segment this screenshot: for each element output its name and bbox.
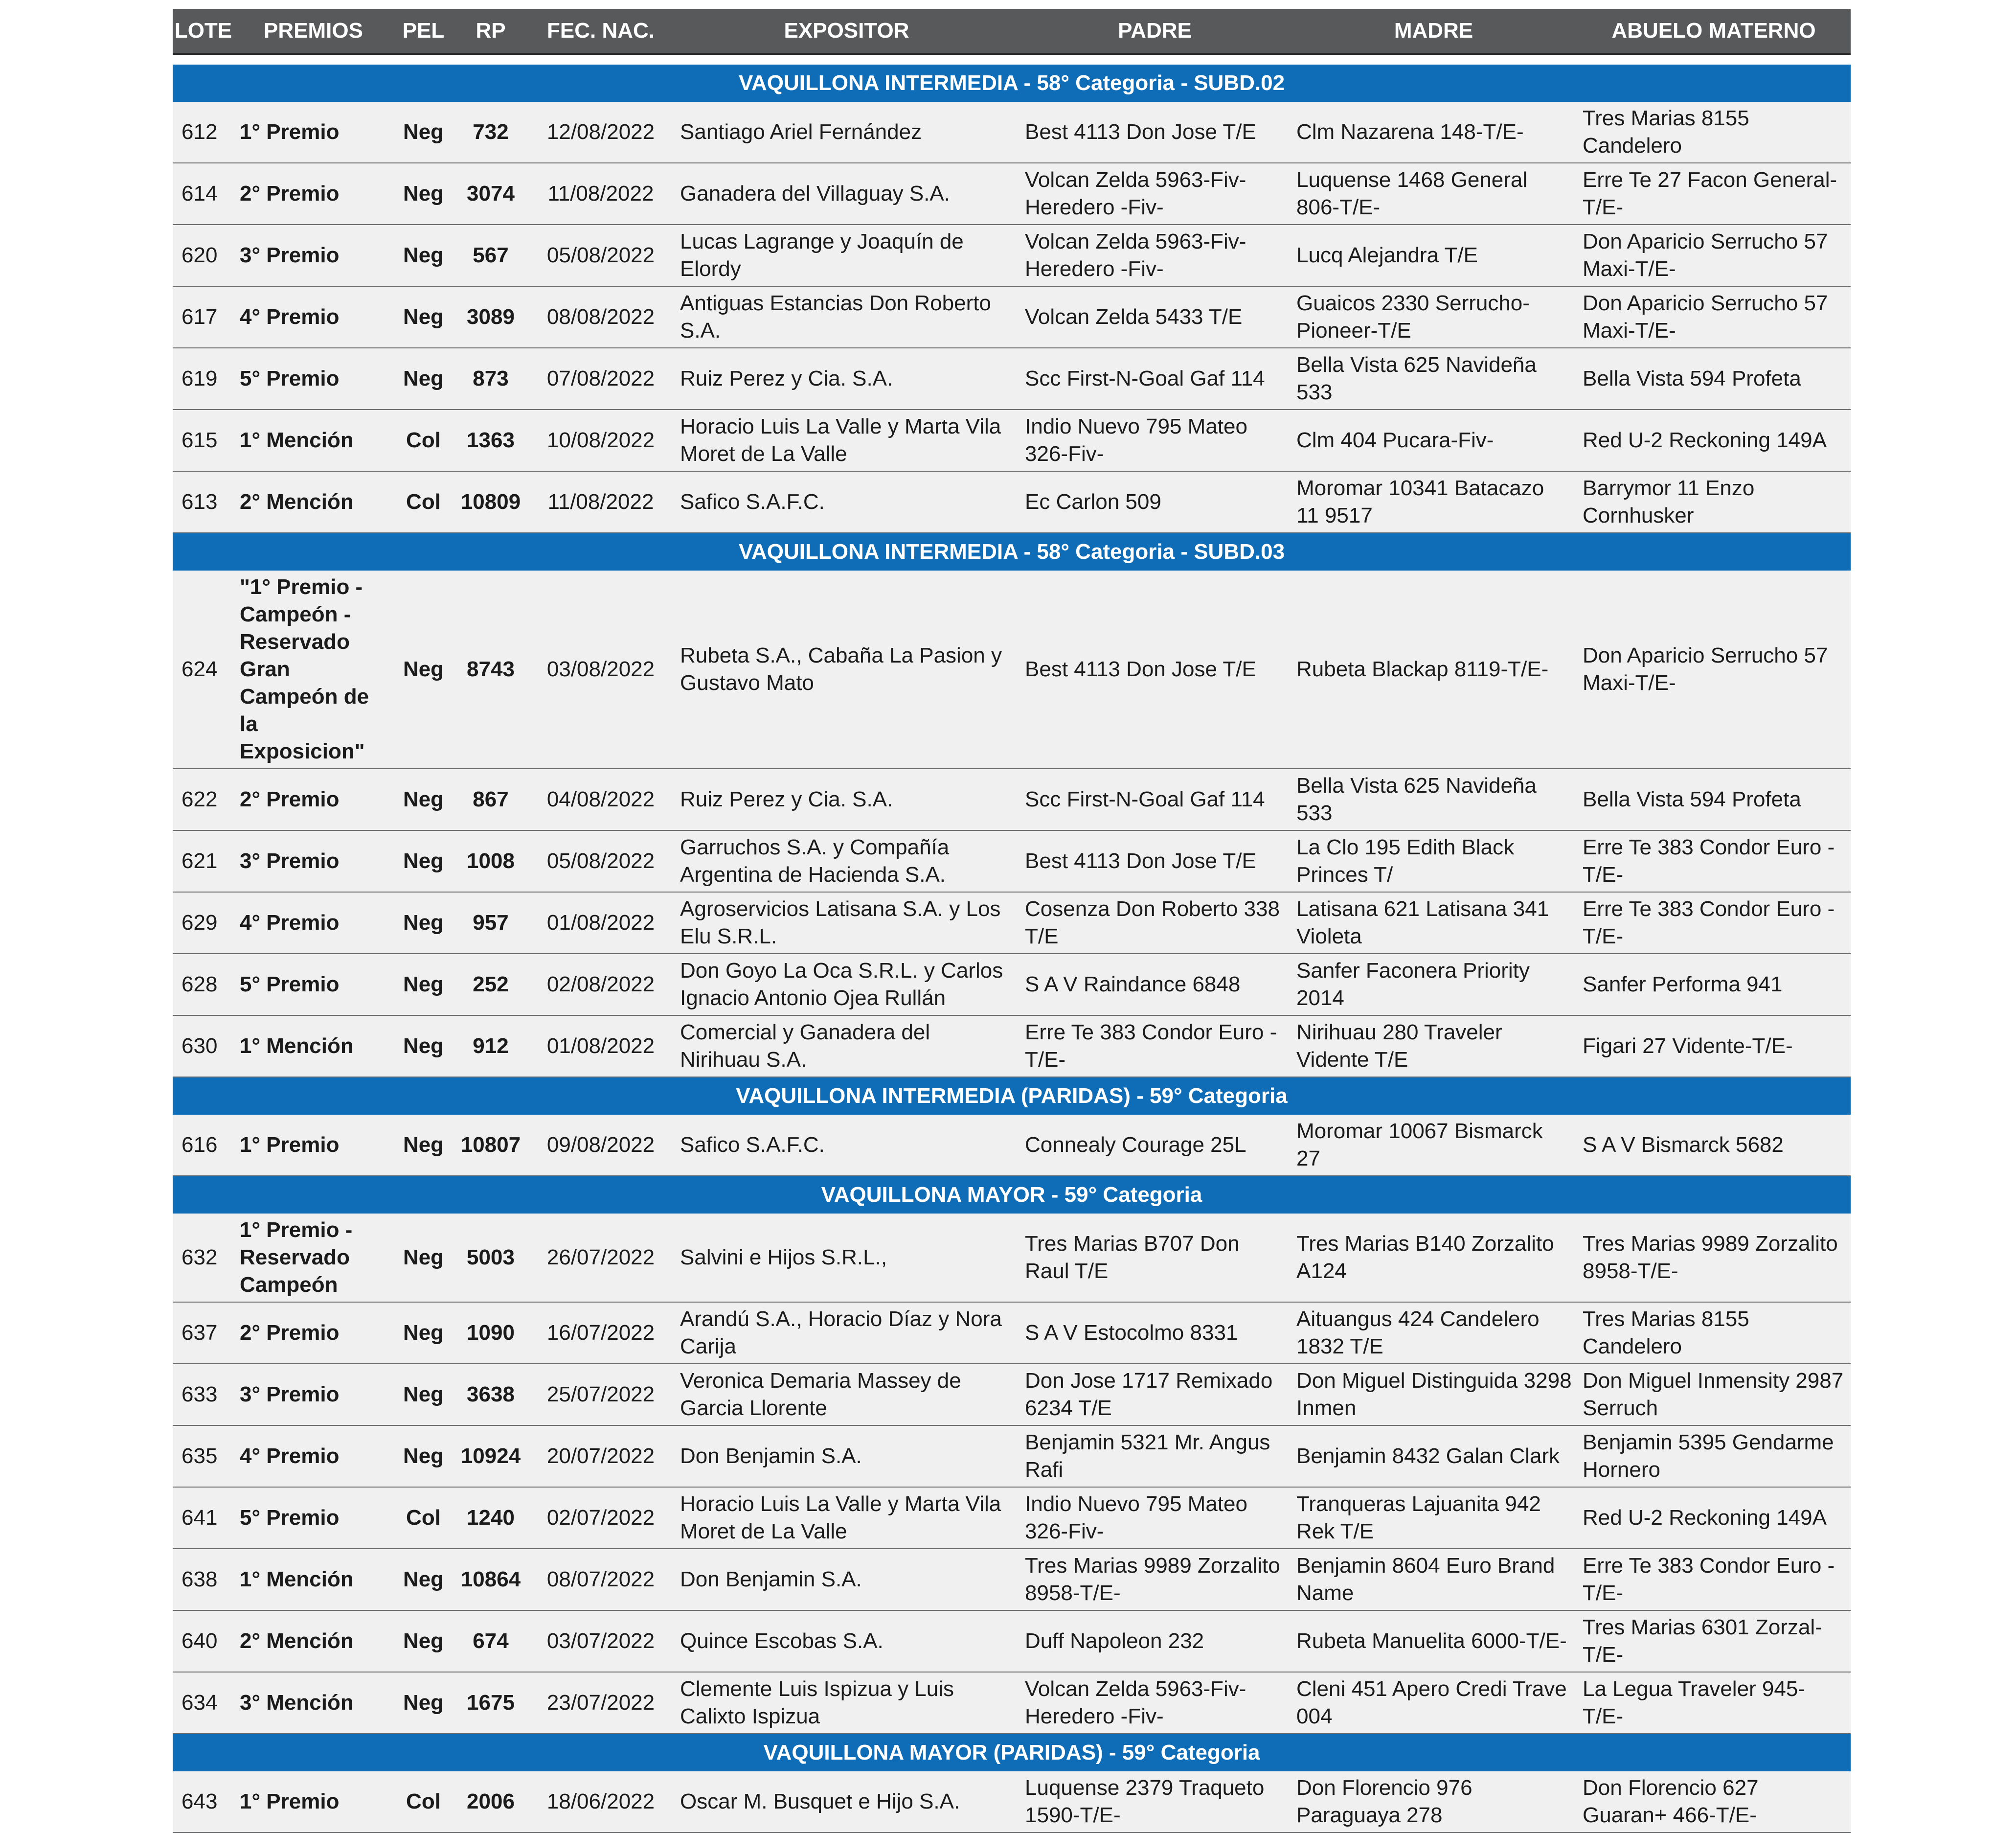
table-row <box>173 892 1851 954</box>
rp-cell: 10807 <box>454 1115 527 1176</box>
lote-cell: 640 <box>173 1610 234 1672</box>
fec-nac-cell: 11/08/2022 <box>527 471 674 533</box>
table-row <box>173 571 1851 769</box>
rp-cell: 10864 <box>454 1549 527 1610</box>
abuelo-materno-cell: Erre Te 383 Condor Euro -T/E- <box>1577 830 1851 892</box>
fec-nac-cell: 03/08/2022 <box>527 571 674 769</box>
premio-cell: 4° Premio <box>234 1425 393 1487</box>
abuelo-materno-cell: Erre Te 383 Condor Euro -T/E- <box>1577 892 1851 954</box>
fec-nac-cell: 20/07/2022 <box>527 1425 674 1487</box>
expositor-cell: Don Goyo La Oca S.R.L. y Carlos Ignacio Antonio Ojea Rullán <box>674 954 1019 1015</box>
lote-cell: 637 <box>173 1302 234 1364</box>
lote-cell: 619 <box>173 348 234 410</box>
fec-nac-cell: 08/08/2022 <box>527 286 674 348</box>
padre-cell: Indio Nuevo 795 Mateo 326-Fiv- <box>1019 1487 1291 1549</box>
expositor-cell: Veronica Demaria Massey de Garcia Llorente <box>674 1364 1019 1425</box>
madre-cell: Sanfer Faconera Priority 2014 <box>1291 954 1577 1015</box>
table-row <box>173 1425 1851 1487</box>
pel-cell: Neg <box>393 1302 454 1364</box>
table-body <box>173 54 1851 1833</box>
premio-cell: 5° Premio <box>234 954 393 1015</box>
pel-cell: Col <box>393 410 454 471</box>
madre-cell: Moromar 10341 Batacazo 11 9517 <box>1291 471 1577 533</box>
abuelo-materno-cell: Red U-2 Reckoning 149A <box>1577 410 1851 471</box>
rp-cell: 912 <box>454 1015 527 1077</box>
rp-cell: 3089 <box>454 286 527 348</box>
padre-cell: Volcan Zelda 5433 T/E <box>1019 286 1291 348</box>
expositor-cell: Garruchos S.A. y Compañía Argentina de Hacienda S.A. <box>674 830 1019 892</box>
madre-cell: Aituangus 424 Candelero 1832 T/E <box>1291 1302 1577 1364</box>
section-header-row <box>173 533 1851 571</box>
pel-cell: Neg <box>393 571 454 769</box>
lote-cell: 638 <box>173 1549 234 1610</box>
section-header-row <box>173 1734 1851 1771</box>
header-abuelo-materno: ABUELO MATERNO <box>1577 9 1851 54</box>
section-title: VAQUILLONA INTERMEDIA - 58° Categoria - SUBD.03 <box>173 533 1851 571</box>
fec-nac-cell: 01/08/2022 <box>527 1015 674 1077</box>
premio-cell: 1° Premio <box>234 1115 393 1176</box>
table-row <box>173 1015 1851 1077</box>
section-header-row <box>173 1077 1851 1115</box>
padre-cell: Ec Carlon 509 <box>1019 471 1291 533</box>
premio-cell: 2° Mención <box>234 1610 393 1672</box>
expositor-cell: Comercial y Ganadera del Nirihuau S.A. <box>674 1015 1019 1077</box>
pel-cell: Neg <box>393 163 454 225</box>
madre-cell: Lucq Alejandra T/E <box>1291 225 1577 286</box>
padre-cell: Volcan Zelda 5963-Fiv-Heredero -Fiv- <box>1019 1672 1291 1734</box>
padre-cell: Volcan Zelda 5963-Fiv-Heredero -Fiv- <box>1019 163 1291 225</box>
expositor-cell: Arandú S.A., Horacio Díaz y Nora Carija <box>674 1302 1019 1364</box>
rp-cell: 8743 <box>454 571 527 769</box>
expositor-cell: Ruiz Perez y Cia. S.A. <box>674 769 1019 830</box>
section-title: VAQUILLONA INTERMEDIA (PARIDAS) - 59° Categoria <box>173 1077 1851 1115</box>
abuelo-materno-cell: Don Aparicio Serrucho 57 Maxi-T/E- <box>1577 225 1851 286</box>
table-row <box>173 1364 1851 1425</box>
premio-cell: 1° Mención <box>234 1549 393 1610</box>
header-expositor: EXPOSITOR <box>674 9 1019 54</box>
fec-nac-cell: 11/08/2022 <box>527 163 674 225</box>
rp-cell: 957 <box>454 892 527 954</box>
section-header-row <box>173 1176 1851 1214</box>
pel-cell: Neg <box>393 954 454 1015</box>
expositor-cell: Clemente Luis Ispizua y Luis Calixto Ispizua <box>674 1672 1019 1734</box>
fec-nac-cell: 12/08/2022 <box>527 102 674 163</box>
rp-cell: 873 <box>454 348 527 410</box>
padre-cell: Scc First-N-Goal Gaf 114 <box>1019 348 1291 410</box>
rp-cell: 252 <box>454 954 527 1015</box>
table-row <box>173 286 1851 348</box>
rp-cell: 567 <box>454 225 527 286</box>
table-row <box>173 1487 1851 1549</box>
premio-cell: 1° Premio - Reservado Campeón <box>234 1214 393 1302</box>
fec-nac-cell: 03/07/2022 <box>527 1610 674 1672</box>
premio-cell: 5° Premio <box>234 348 393 410</box>
madre-cell: Clm 404 Pucara-Fiv- <box>1291 410 1577 471</box>
padre-cell: Tres Marias 9989 Zorzalito 8958-T/E- <box>1019 1549 1291 1610</box>
premio-cell: 3° Premio <box>234 830 393 892</box>
table-row <box>173 410 1851 471</box>
table-row <box>173 769 1851 830</box>
padre-cell: Cosenza Don Roberto 338 T/E <box>1019 892 1291 954</box>
pel-cell: Neg <box>393 1610 454 1672</box>
lote-cell: 629 <box>173 892 234 954</box>
padre-cell: Indio Nuevo 795 Mateo 326-Fiv- <box>1019 410 1291 471</box>
madre-cell: Tranqueras Lajuanita 942 Rek T/E <box>1291 1487 1577 1549</box>
premio-cell: 4° Premio <box>234 892 393 954</box>
premio-cell: 5° Premio <box>234 1487 393 1549</box>
rp-cell: 2006 <box>454 1771 527 1833</box>
abuelo-materno-cell: Tres Marias 8155 Candelero <box>1577 102 1851 163</box>
madre-cell: Bella Vista 625 Navideña 533 <box>1291 348 1577 410</box>
pel-cell: Neg <box>393 102 454 163</box>
madre-cell: Nirihuau 280 Traveler Vidente T/E <box>1291 1015 1577 1077</box>
lote-cell: 612 <box>173 102 234 163</box>
rp-cell: 10809 <box>454 471 527 533</box>
padre-cell: S A V Raindance 6848 <box>1019 954 1291 1015</box>
abuelo-materno-cell: Figari 27 Vidente-T/E- <box>1577 1015 1851 1077</box>
pel-cell: Neg <box>393 769 454 830</box>
table-header <box>173 9 1851 54</box>
fec-nac-cell: 05/08/2022 <box>527 225 674 286</box>
premio-cell: 2° Premio <box>234 769 393 830</box>
expositor-cell: Safico S.A.F.C. <box>674 1115 1019 1176</box>
pel-cell: Neg <box>393 348 454 410</box>
pel-cell: Col <box>393 1487 454 1549</box>
premio-cell: 3° Premio <box>234 1364 393 1425</box>
premio-cell: 1° Mención <box>234 410 393 471</box>
fec-nac-cell: 07/08/2022 <box>527 348 674 410</box>
table-row <box>173 1610 1851 1672</box>
padre-cell: Best 4113 Don Jose T/E <box>1019 830 1291 892</box>
abuelo-materno-cell: Don Miguel Inmensity 2987 Serruch <box>1577 1364 1851 1425</box>
rp-cell: 1363 <box>454 410 527 471</box>
padre-cell: Don Jose 1717 Remixado 6234 T/E <box>1019 1364 1291 1425</box>
madre-cell: Rubeta Blackap 8119-T/E- <box>1291 571 1577 769</box>
expositor-cell: Safico S.A.F.C. <box>674 471 1019 533</box>
fec-nac-cell: 08/07/2022 <box>527 1549 674 1610</box>
madre-cell: Bella Vista 625 Navideña 533 <box>1291 769 1577 830</box>
table-row <box>173 348 1851 410</box>
expositor-cell: Quince Escobas S.A. <box>674 1610 1019 1672</box>
lote-cell: 634 <box>173 1672 234 1734</box>
header-premios: PREMIOS <box>234 9 393 54</box>
madre-cell: Moromar 10067 Bismarck 27 <box>1291 1115 1577 1176</box>
abuelo-materno-cell: Red U-2 Reckoning 149A <box>1577 1487 1851 1549</box>
madre-cell: Latisana 621 Latisana 341 Violeta <box>1291 892 1577 954</box>
pel-cell: Neg <box>393 830 454 892</box>
rp-cell: 867 <box>454 769 527 830</box>
expositor-cell: Horacio Luis La Valle y Marta Vila Moret de La Valle <box>674 410 1019 471</box>
section-title: VAQUILLONA MAYOR (PARIDAS) - 59° Categoria <box>173 1734 1851 1771</box>
premio-cell: 1° Premio <box>234 102 393 163</box>
premio-cell: 2° Premio <box>234 163 393 225</box>
lote-cell: 622 <box>173 769 234 830</box>
madre-cell: La Clo 195 Edith Black Princes T/ <box>1291 830 1577 892</box>
rp-cell: 732 <box>454 102 527 163</box>
madre-cell: Cleni 451 Apero Credi Trave 004 <box>1291 1672 1577 1734</box>
premio-cell: 1° Mención <box>234 1015 393 1077</box>
rp-cell: 3074 <box>454 163 527 225</box>
padre-cell: Erre Te 383 Condor Euro -T/E- <box>1019 1015 1291 1077</box>
madre-cell: Luquense 1468 General 806-T/E- <box>1291 163 1577 225</box>
section-spacer <box>173 54 1851 65</box>
abuelo-materno-cell: Don Aparicio Serrucho 57 Maxi-T/E- <box>1577 286 1851 348</box>
madre-cell: Benjamin 8432 Galan Clark <box>1291 1425 1577 1487</box>
abuelo-materno-cell: S A V Bismarck 5682 <box>1577 1115 1851 1176</box>
abuelo-materno-cell: Erre Te 27 Facon General-T/E- <box>1577 163 1851 225</box>
madre-cell: Benjamin 8604 Euro Brand Name <box>1291 1549 1577 1610</box>
table-row <box>173 471 1851 533</box>
header-madre: MADRE <box>1291 9 1577 54</box>
premio-cell: 4° Premio <box>234 286 393 348</box>
premio-cell: 3° Premio <box>234 225 393 286</box>
pel-cell: Neg <box>393 225 454 286</box>
expositor-cell: Ganadera del Villaguay S.A. <box>674 163 1019 225</box>
premio-cell: 2° Premio <box>234 1302 393 1364</box>
rp-cell: 1008 <box>454 830 527 892</box>
premio-cell: "1° Premio - Campeón - Reservado Gran Campeón de la Exposicion" <box>234 571 393 769</box>
abuelo-materno-cell: Erre Te 383 Condor Euro -T/E- <box>1577 1549 1851 1610</box>
pel-cell: Neg <box>393 286 454 348</box>
results-sheet <box>173 9 1851 1833</box>
table-row <box>173 1771 1851 1833</box>
abuelo-materno-cell: Tres Marias 6301 Zorzal-T/E- <box>1577 1610 1851 1672</box>
madre-cell: Don Florencio 976 Paraguaya 278 <box>1291 1771 1577 1833</box>
pel-cell: Neg <box>393 892 454 954</box>
fec-nac-cell: 05/08/2022 <box>527 830 674 892</box>
spacer-cell <box>173 54 1851 65</box>
rp-cell: 10924 <box>454 1425 527 1487</box>
pel-cell: Neg <box>393 1364 454 1425</box>
lote-cell: 620 <box>173 225 234 286</box>
table-row <box>173 1115 1851 1176</box>
abuelo-materno-cell: Don Florencio 627 Guaran+ 466-T/E- <box>1577 1771 1851 1833</box>
lote-cell: 617 <box>173 286 234 348</box>
rp-cell: 3638 <box>454 1364 527 1425</box>
padre-cell: S A V Estocolmo 8331 <box>1019 1302 1291 1364</box>
abuelo-materno-cell: Bella Vista 594 Profeta <box>1577 769 1851 830</box>
table-row <box>173 102 1851 163</box>
section-header-row <box>173 65 1851 102</box>
section-title: VAQUILLONA INTERMEDIA - 58° Categoria - SUBD.02 <box>173 65 1851 102</box>
pel-cell: Neg <box>393 1115 454 1176</box>
lote-cell: 641 <box>173 1487 234 1549</box>
fec-nac-cell: 09/08/2022 <box>527 1115 674 1176</box>
madre-cell: Don Miguel Distinguida 3298 Inmen <box>1291 1364 1577 1425</box>
fec-nac-cell: 18/06/2022 <box>527 1771 674 1833</box>
table-row <box>173 1302 1851 1364</box>
abuelo-materno-cell: Don Aparicio Serrucho 57 Maxi-T/E- <box>1577 571 1851 769</box>
expositor-cell: Antiguas Estancias Don Roberto S.A. <box>674 286 1019 348</box>
pel-cell: Neg <box>393 1549 454 1610</box>
lote-cell: 630 <box>173 1015 234 1077</box>
table-row <box>173 1549 1851 1610</box>
pel-cell: Neg <box>393 1425 454 1487</box>
rp-cell: 1240 <box>454 1487 527 1549</box>
lote-cell: 613 <box>173 471 234 533</box>
pel-cell: Col <box>393 1771 454 1833</box>
table-row <box>173 225 1851 286</box>
rp-cell: 674 <box>454 1610 527 1672</box>
expositor-cell: Ruiz Perez y Cia. S.A. <box>674 348 1019 410</box>
expositor-cell: Agroservicios Latisana S.A. y Los Elu S.R.L. <box>674 892 1019 954</box>
fec-nac-cell: 01/08/2022 <box>527 892 674 954</box>
lote-cell: 635 <box>173 1425 234 1487</box>
expositor-cell: Don Benjamin S.A. <box>674 1425 1019 1487</box>
madre-cell: Guaicos 2330 Serrucho-Pioneer-T/E <box>1291 286 1577 348</box>
padre-cell: Tres Marias B707 Don Raul T/E <box>1019 1214 1291 1302</box>
madre-cell: Rubeta Manuelita 6000-T/E- <box>1291 1610 1577 1672</box>
fec-nac-cell: 23/07/2022 <box>527 1672 674 1734</box>
pel-cell: Col <box>393 471 454 533</box>
rp-cell: 1675 <box>454 1672 527 1734</box>
lote-cell: 616 <box>173 1115 234 1176</box>
abuelo-materno-cell: Tres Marias 9989 Zorzalito 8958-T/E- <box>1577 1214 1851 1302</box>
fec-nac-cell: 26/07/2022 <box>527 1214 674 1302</box>
table-row <box>173 1672 1851 1734</box>
pel-cell: Neg <box>393 1214 454 1302</box>
expositor-cell: Salvini e Hijos S.R.L., <box>674 1214 1019 1302</box>
padre-cell: Best 4113 Don Jose T/E <box>1019 102 1291 163</box>
padre-cell: Luquense 2379 Traqueto 1590-T/E- <box>1019 1771 1291 1833</box>
expositor-cell: Oscar M. Busquet e Hijo S.A. <box>674 1771 1019 1833</box>
fec-nac-cell: 02/07/2022 <box>527 1487 674 1549</box>
header-lote: LOTE <box>173 9 234 54</box>
expositor-cell: Horacio Luis La Valle y Marta Vila Moret de La Valle <box>674 1487 1019 1549</box>
lote-cell: 621 <box>173 830 234 892</box>
padre-cell: Duff Napoleon 232 <box>1019 1610 1291 1672</box>
lote-cell: 624 <box>173 571 234 769</box>
expositor-cell: Santiago Ariel Fernández <box>674 102 1019 163</box>
pel-cell: Neg <box>393 1015 454 1077</box>
abuelo-materno-cell: Tres Marias 8155 Candelero <box>1577 1302 1851 1364</box>
lote-cell: 614 <box>173 163 234 225</box>
lote-cell: 628 <box>173 954 234 1015</box>
fec-nac-cell: 16/07/2022 <box>527 1302 674 1364</box>
rp-cell: 5003 <box>454 1214 527 1302</box>
lote-cell: 632 <box>173 1214 234 1302</box>
padre-cell: Volcan Zelda 5963-Fiv-Heredero -Fiv- <box>1019 225 1291 286</box>
premio-cell: 3° Mención <box>234 1672 393 1734</box>
header-rp: RP <box>454 9 527 54</box>
section-title: VAQUILLONA MAYOR - 59° Categoria <box>173 1176 1851 1214</box>
table-row <box>173 1214 1851 1302</box>
padre-cell: Best 4113 Don Jose T/E <box>1019 571 1291 769</box>
premio-cell: 2° Mención <box>234 471 393 533</box>
premio-cell: 1° Premio <box>234 1771 393 1833</box>
expositor-cell: Rubeta S.A., Cabaña La Pasion y Gustavo Mato <box>674 571 1019 769</box>
table-row <box>173 830 1851 892</box>
fec-nac-cell: 04/08/2022 <box>527 769 674 830</box>
header-fec-nac: FEC. NAC. <box>527 9 674 54</box>
table-row <box>173 163 1851 225</box>
expositor-cell: Lucas Lagrange y Joaquín de Elordy <box>674 225 1019 286</box>
expositor-cell: Don Benjamin S.A. <box>674 1549 1019 1610</box>
madre-cell: Tres Marias B140 Zorzalito A124 <box>1291 1214 1577 1302</box>
padre-cell: Scc First-N-Goal Gaf 114 <box>1019 769 1291 830</box>
table-row <box>173 954 1851 1015</box>
fec-nac-cell: 10/08/2022 <box>527 410 674 471</box>
pel-cell: Neg <box>393 1672 454 1734</box>
fec-nac-cell: 25/07/2022 <box>527 1364 674 1425</box>
lote-cell: 643 <box>173 1771 234 1833</box>
lote-cell: 633 <box>173 1364 234 1425</box>
abuelo-materno-cell: Benjamin 5395 Gendarme Hornero <box>1577 1425 1851 1487</box>
padre-cell: Connealy Courage 25L <box>1019 1115 1291 1176</box>
abuelo-materno-cell: Sanfer Performa 941 <box>1577 954 1851 1015</box>
abuelo-materno-cell: La Legua Traveler 945-T/E- <box>1577 1672 1851 1734</box>
fec-nac-cell: 02/08/2022 <box>527 954 674 1015</box>
padre-cell: Benjamin 5321 Mr. Angus Rafi <box>1019 1425 1291 1487</box>
results-table <box>173 9 1851 1833</box>
lote-cell: 615 <box>173 410 234 471</box>
rp-cell: 1090 <box>454 1302 527 1364</box>
header-padre: PADRE <box>1019 9 1291 54</box>
abuelo-materno-cell: Barrymor 11 Enzo Cornhusker <box>1577 471 1851 533</box>
madre-cell: Clm Nazarena 148-T/E- <box>1291 102 1577 163</box>
abuelo-materno-cell: Bella Vista 594 Profeta <box>1577 348 1851 410</box>
header-pel: PEL <box>393 9 454 54</box>
